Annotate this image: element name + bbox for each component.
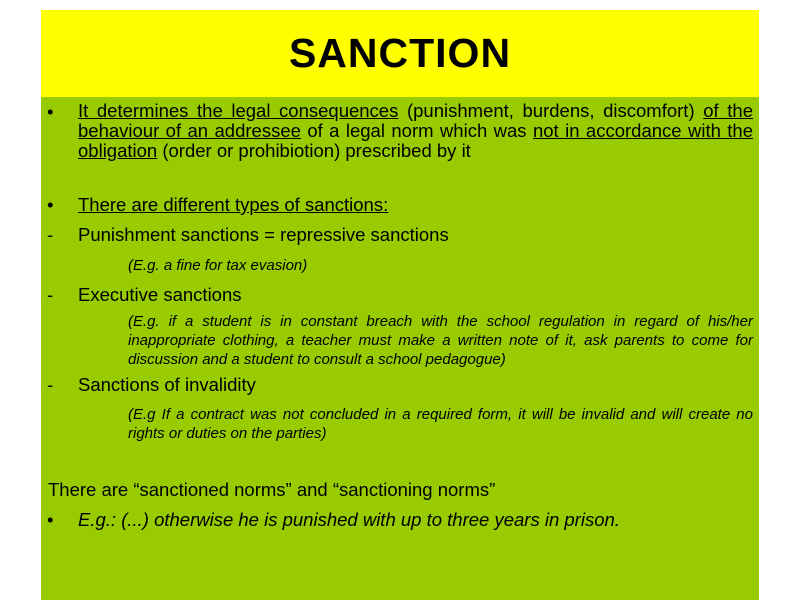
bullet-marker: •	[47, 509, 54, 530]
definition-part-1: It determines the legal consequences	[78, 100, 399, 121]
bullet-types-heading	[41, 194, 753, 216]
definition-part-2: (punishment, burdens, discomfort)	[398, 100, 704, 121]
bullet-definition	[41, 101, 753, 161]
type-example: (E.g If a contract was not concluded in a required form, it will be invalid and will create no rights or duties on the parties)	[128, 406, 753, 442]
type-item-punishment	[41, 224, 753, 246]
definition-text	[78, 101, 753, 161]
type-item-invalidity	[41, 374, 753, 396]
type-label: Sanctions of invalidity	[78, 374, 256, 395]
bullet-marker: •	[47, 194, 54, 215]
definition-part-3: of the behaviour of an addressee	[78, 100, 753, 141]
dash-marker: -	[47, 224, 54, 245]
definition-part-4: of a legal norm which was	[300, 120, 533, 141]
slide-title: SANCTION	[288, 30, 512, 76]
bullet-marker: •	[47, 101, 54, 122]
norms-line: There are “sanctioned norms” and “sanctioning norms”	[48, 479, 496, 500]
type-example: (E.g. a fine for tax evasion)	[128, 257, 308, 274]
definition-part-6: (order or prohibiotion) prescribed by it	[157, 140, 471, 161]
definition-part-5: not in accordance with the obligation	[78, 120, 754, 161]
type-label: Executive sanctions	[78, 284, 242, 305]
example-sentence: E.g.: (...) otherwise he is punished with up to three years in prison.	[78, 509, 620, 530]
type-label: Punishment sanctions = repressive sanctions	[78, 224, 449, 245]
types-heading-text: There are different types of sanctions:	[78, 194, 389, 215]
dash-marker: -	[47, 374, 54, 395]
title-banner	[41, 10, 759, 97]
type-example: (E.g. if a student is in constant breach with the school regulation in regard of his/her inappropriate clothing, a teacher must make a written note of it, ask parents to come for discussion and a student to consult a school pedagogue)	[128, 313, 753, 368]
dash-marker: -	[47, 284, 54, 305]
bullet-example	[41, 509, 753, 531]
slide-body	[41, 97, 759, 600]
type-item-executive	[41, 284, 753, 306]
